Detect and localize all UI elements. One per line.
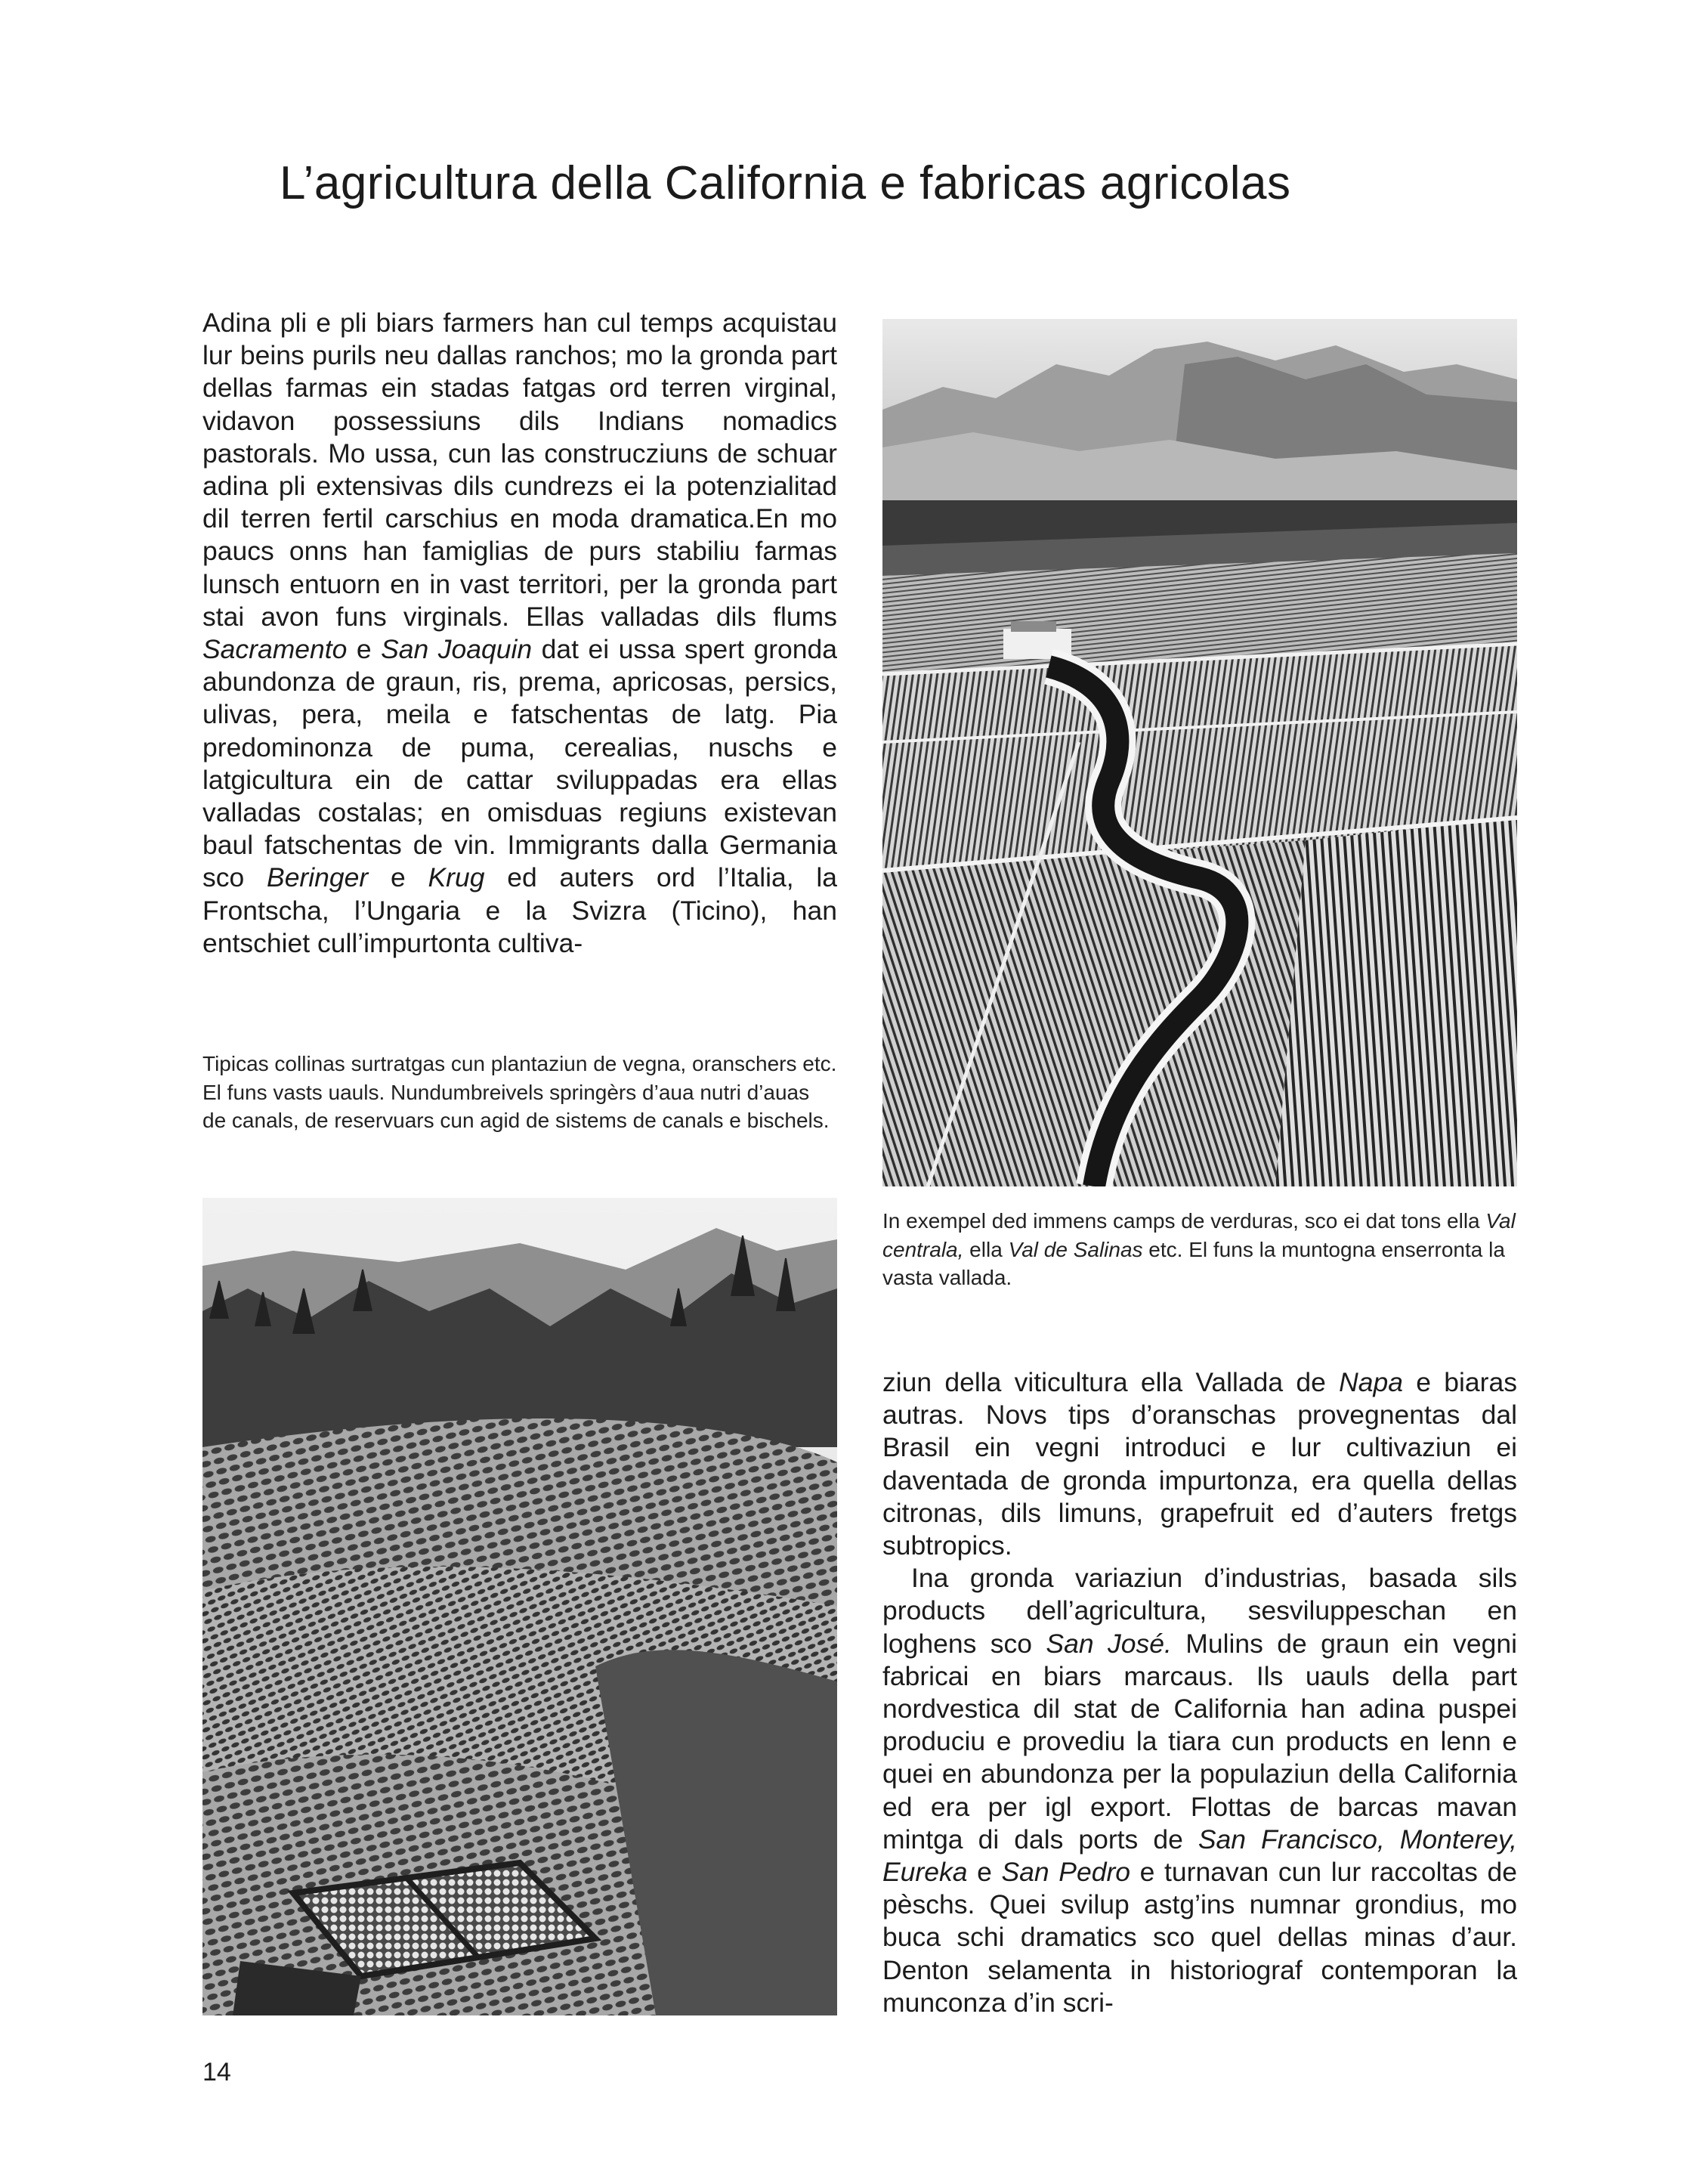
place-name: San José. [1046,1628,1172,1659]
place-name: Val de Salinas [1008,1237,1143,1261]
vineyard-hills-photo [202,1198,837,2015]
cont-text-part: e [967,1857,1002,1888]
intro-text-part: Adina pli e pli biars farmers han cul temps acquistau lur beins purils neu dallas ranchos; mo la gronda part dellas farmas ein stadas fatgas ord terren virginal, vidavon possessiuns dils Indians nomadics pastorals. Mo ussa, cun las construcziuns de schuar adina pli extensivas dils cundrezs ei la potenzialitad dil terren fertil carschius en moda dramatica.En mo paucs onns han famiglias de purs stabiliu farmas lunsch entuorn en in vast territori, per la gronda part stai avon funs virginals. Ellas valladas dils flums [202,308,837,632]
cont-text-part: Mulins de graun ein vegni fabricai en biars marcaus. Ils uauls della part nordvestica dil stat de California han adina puspei produciu e provediu la tiara cun products en lenn e quei en abundonza per la populaziun della California ed era per igl export. Flottas de barcas mavan mintga di dals ports de [882,1628,1518,1855]
continued-text [882,1366,1517,2019]
caption-text-part: In exempel ded immens camps de verduras, sco ei dat tons ella [882,1209,1486,1233]
caption-text-part: etc. El funs la muntogna enserronta la vasta vallada. [882,1237,1505,1289]
valley-caption [882,1207,1525,1292]
place-name: Val centrala, [882,1209,1516,1261]
intro-paragraph [202,307,837,960]
place-name: Sacramento [202,634,348,665]
person-name: Krug [428,862,485,893]
cont-text-part: ziun della viticultura ella Vallada de [882,1367,1340,1397]
cont-text-part: Ina gronda variaziun d’industrias, basada sils products dell’agricultura, sesviluppeschan en loghens sco [882,1563,1517,1659]
valley-fields-photo [882,319,1517,1186]
intro-text-part: dat ei ussa spert gronda abundonza de graun, ris, prema, apricosas, persics, ulivas, pera, meila e fatschentas de latg. Pia predominonza de puma, cerealias, nuschs e latgicultura ein de cattar sviluppadas era ellas valladas costalas; en omisduas regiuns existevan baul fatschentas de vin. Immigrants dalla Germania sco [202,634,837,893]
intro-text-part: ed auters ord l’Italia, la Frontscha, l’Ungaria e la Svizra (Ticino), han entschiet cull’impurtonta cultiva- [202,862,838,958]
continued-paragraph-1 [882,1366,1517,1562]
place-name: San Francisco, Monterey, Eureka [882,1824,1518,1888]
cont-text-part: e biaras autras. Novs tips d’oranschas provegnentas dal Brasil ein vegni introduci e lur cultivaziun ei daventada de gronda impurtonza, era quella dellas citronas, dils limuns, grapefruit ed d’auters fretgs subtropics. [882,1367,1517,1561]
caption-text-part: ella [963,1237,1009,1261]
intro-text-part: e [347,634,382,665]
place-name: Napa [1339,1367,1404,1397]
place-name: San Pedro [1001,1857,1131,1888]
vineyard-caption: Tipicas collinas surtratgas cun plantaziun de vegna, oranschers etc. El funs vasts uauls. Nundumbreivels springèrs d’aua nutri d’auas de canals, de reservuars cun agid de sistems de canals e bischels. [202,1052,837,1132]
place-name: San Joaquin [381,634,533,665]
person-name: Beringer [267,862,369,893]
continued-paragraph-2 [882,1562,1517,2019]
page-number: 14 [202,2058,231,2087]
intro-text-part: e [368,862,428,893]
page-title: L’agricultura della California e fabricas agricolas [280,157,1291,209]
cont-text-part: e turnavan cun lur raccoltas de pèschs. Quei svilup astg’ins numnar grondius, mo buca schi dramatics sco quel dellas minas d’aur. Denton selamenta in historiograf contemporan la munconza d’in scri- [882,1857,1517,2018]
